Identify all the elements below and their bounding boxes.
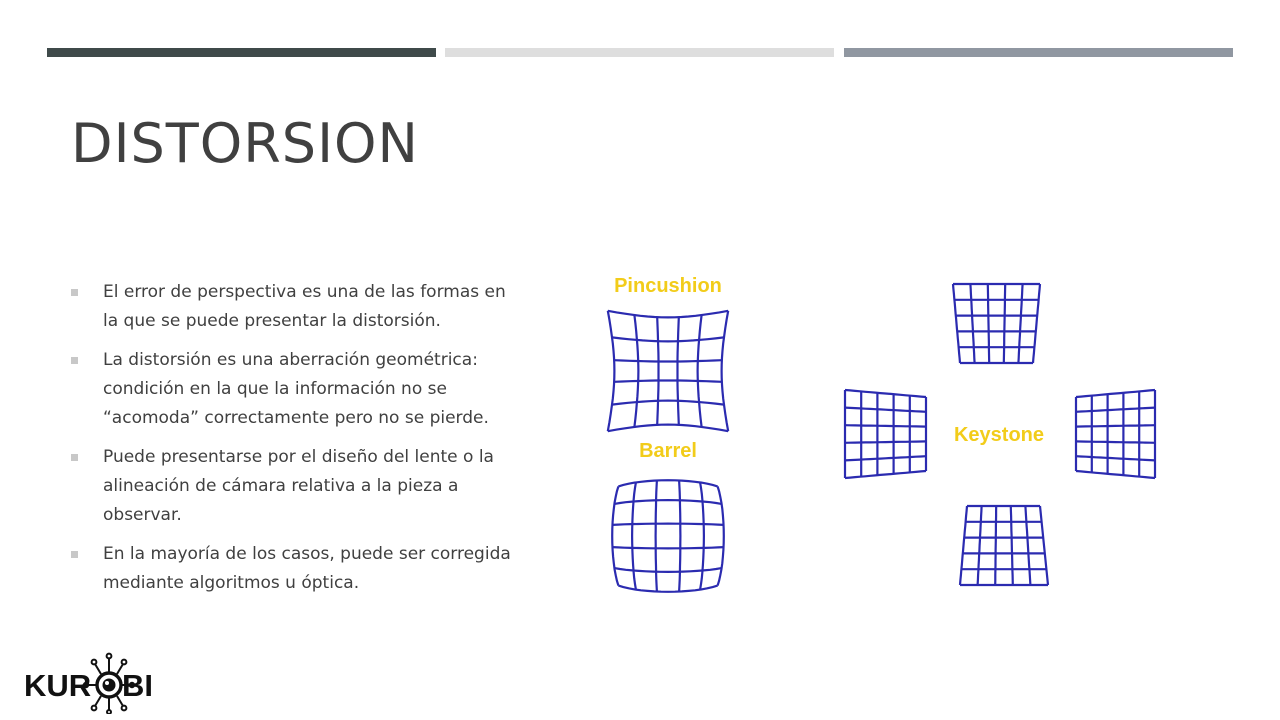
grid-line <box>845 425 926 426</box>
distortion-grids <box>608 284 1155 592</box>
barrel-label: Barrel <box>639 440 697 462</box>
grid-line <box>1004 284 1005 363</box>
grid-line <box>1076 441 1155 442</box>
kurobi-logo-mark <box>22 652 162 714</box>
top-bar-dark <box>47 48 436 57</box>
grid-line <box>612 524 723 525</box>
grid-line <box>978 506 982 585</box>
grid-line <box>1040 506 1048 585</box>
bullet-text: El error de perspectiva es una de las formas en la que se puede presentar la distorsión. <box>103 282 506 331</box>
grid-line <box>618 480 717 486</box>
grid-line <box>1033 284 1040 363</box>
grid-line <box>960 506 967 585</box>
grid-line <box>656 480 657 591</box>
grid-line <box>845 456 926 460</box>
grid-line <box>618 586 717 592</box>
grid-line <box>953 284 960 363</box>
grid-line <box>657 317 658 425</box>
grid-line <box>614 500 721 504</box>
bullet-item <box>70 278 520 336</box>
grid-line <box>612 486 618 585</box>
keystone-label: Keystone <box>953 424 1045 446</box>
grid-line <box>614 568 721 572</box>
grid-line <box>845 441 926 442</box>
grid-line <box>1076 425 1155 426</box>
logo-text-left: KUR <box>24 668 92 703</box>
grid-line <box>608 311 728 318</box>
grid-line <box>718 486 724 585</box>
grid-line <box>634 315 638 427</box>
bullet-text: En la mayoría de los casos, puede ser corregida mediante algoritmos u óptica. <box>103 544 511 593</box>
grid-line <box>845 390 926 397</box>
bullet-marker <box>71 551 78 558</box>
keystone-grid-left <box>845 390 926 478</box>
keystone-grid-right <box>1076 390 1155 478</box>
bullet-item <box>70 540 520 598</box>
grid-line <box>1025 506 1030 585</box>
bullet-marker <box>71 357 78 364</box>
grid-line <box>1018 284 1022 363</box>
grid-line <box>614 381 722 382</box>
top-bar-light <box>445 48 834 57</box>
grid-line <box>698 315 702 427</box>
grid-line <box>1076 408 1155 412</box>
grid-line <box>1076 471 1155 478</box>
grid-line <box>612 401 724 405</box>
grid-line <box>632 482 636 589</box>
bullet-item <box>70 443 520 530</box>
barrel-grid <box>612 480 724 592</box>
bullet-marker <box>71 289 78 296</box>
slide-title: DISTORSION <box>71 112 419 175</box>
kurobi-logo <box>22 652 162 714</box>
bullet-item <box>70 346 520 433</box>
keystone-grid-bottom <box>960 506 1048 585</box>
pincushion-grid <box>608 311 728 431</box>
keystone-grid-top <box>953 284 1040 363</box>
bullet-text: Puede presentarse por el diseño del lente o la alineación de cámara relativa a la pieza a observar. <box>103 447 494 525</box>
grid-line <box>608 425 728 432</box>
bullet-marker <box>71 454 78 461</box>
grid-line <box>970 284 974 363</box>
grid-line <box>608 311 615 431</box>
grid-line <box>612 547 723 548</box>
grid-line <box>845 408 926 412</box>
grid-line <box>1011 506 1013 585</box>
pincushion-label: Pincushion <box>614 275 722 297</box>
grid-line <box>678 317 679 425</box>
bullet-text: La distorsión es una aberración geométrica: condición en la que la información no se “acomoda” correctamente pero no se pierde. <box>103 350 489 428</box>
grid-line <box>679 480 680 591</box>
grid-line <box>614 360 722 361</box>
distortion-diagram <box>580 260 1200 620</box>
grid-line <box>995 506 996 585</box>
grid-line <box>988 284 989 363</box>
grid-line <box>845 471 926 478</box>
grid-line <box>612 337 724 341</box>
grid-line <box>1076 456 1155 460</box>
top-bar-gray <box>844 48 1233 57</box>
grid-line <box>722 311 729 431</box>
grid-line <box>1076 390 1155 397</box>
grid-line <box>700 482 704 589</box>
bullet-list <box>70 278 520 608</box>
distortion-figure <box>580 260 1200 620</box>
logo-text-right: BI <box>122 668 153 703</box>
